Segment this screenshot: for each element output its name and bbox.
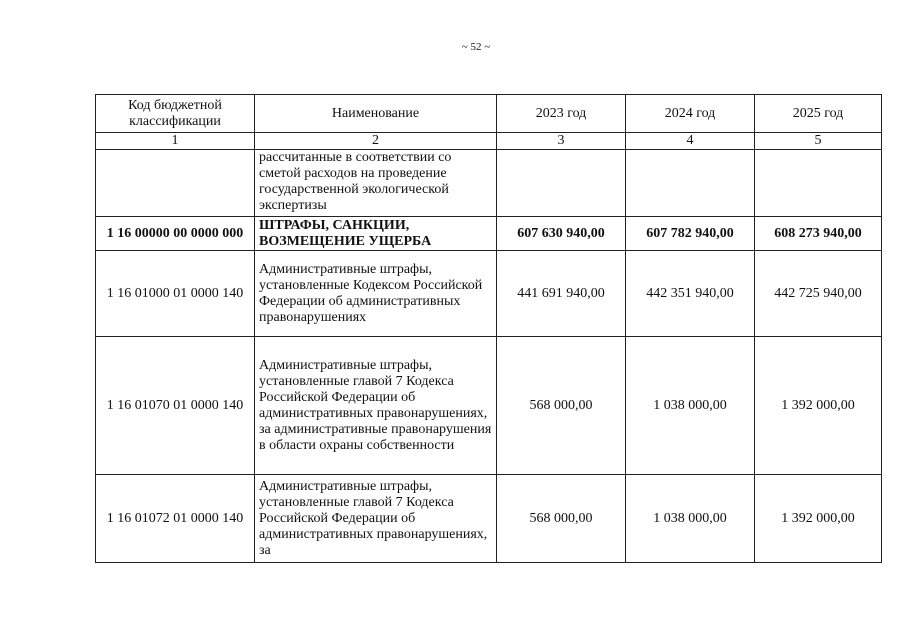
table-header-row bbox=[96, 95, 882, 133]
value-2025-cell: 442 725 940,00 bbox=[755, 251, 882, 337]
value-2023-cell: 568 000,00 bbox=[497, 337, 626, 475]
table-row bbox=[96, 251, 882, 337]
value-2024-cell bbox=[626, 150, 755, 217]
header-2025: 2025 год bbox=[755, 95, 882, 133]
header-2024: 2024 год bbox=[626, 95, 755, 133]
value-2025-cell: 608 273 940,00 bbox=[755, 217, 882, 251]
name-cell: Административные штрафы, установленные главой 7 Кодекса Российской Федерации об административных правонарушениях, за bbox=[255, 475, 497, 563]
index-cell: 3 bbox=[497, 133, 626, 150]
code-cell: 1 16 00000 00 0000 000 bbox=[96, 217, 255, 251]
table-row bbox=[96, 150, 882, 217]
value-2023-cell: 568 000,00 bbox=[497, 475, 626, 563]
name-cell: Административные штрафы, установленные Кодексом Российской Федерации об административных правонарушениях bbox=[255, 251, 497, 337]
value-2025-cell: 1 392 000,00 bbox=[755, 475, 882, 563]
value-2025-cell: 1 392 000,00 bbox=[755, 337, 882, 475]
value-2023-cell: 441 691 940,00 bbox=[497, 251, 626, 337]
code-cell bbox=[96, 150, 255, 217]
column-index-row bbox=[96, 133, 882, 150]
header-2023: 2023 год bbox=[497, 95, 626, 133]
code-cell: 1 16 01070 01 0000 140 bbox=[96, 337, 255, 475]
name-cell: рассчитанные в соответствии со сметой расходов на проведение государственной экологической экспертизы bbox=[255, 150, 497, 217]
code-cell: 1 16 01000 01 0000 140 bbox=[96, 251, 255, 337]
value-2025-cell bbox=[755, 150, 882, 217]
header-name: Наименование bbox=[255, 95, 497, 133]
code-cell: 1 16 01072 01 0000 140 bbox=[96, 475, 255, 563]
index-cell: 2 bbox=[255, 133, 497, 150]
value-2024-cell: 442 351 940,00 bbox=[626, 251, 755, 337]
value-2024-cell: 607 782 940,00 bbox=[626, 217, 755, 251]
table-row bbox=[96, 337, 882, 475]
index-cell: 4 bbox=[626, 133, 755, 150]
table-row bbox=[96, 475, 882, 563]
index-cell: 1 bbox=[96, 133, 255, 150]
value-2024-cell: 1 038 000,00 bbox=[626, 475, 755, 563]
name-cell: Административные штрафы, установленные главой 7 Кодекса Российской Федерации об административных правонарушениях, за административные правонарушения в области охраны собственности bbox=[255, 337, 497, 475]
value-2023-cell bbox=[497, 150, 626, 217]
value-2023-cell: 607 630 940,00 bbox=[497, 217, 626, 251]
budget-table bbox=[95, 94, 882, 563]
header-code: Код бюджетной классификации bbox=[96, 95, 255, 133]
page-number: ~ 52 ~ bbox=[461, 41, 491, 53]
name-cell: ШТРАФЫ, САНКЦИИ, ВОЗМЕЩЕНИЕ УЩЕРБА bbox=[255, 217, 497, 251]
index-cell: 5 bbox=[755, 133, 882, 150]
value-2024-cell: 1 038 000,00 bbox=[626, 337, 755, 475]
table-row bbox=[96, 217, 882, 251]
